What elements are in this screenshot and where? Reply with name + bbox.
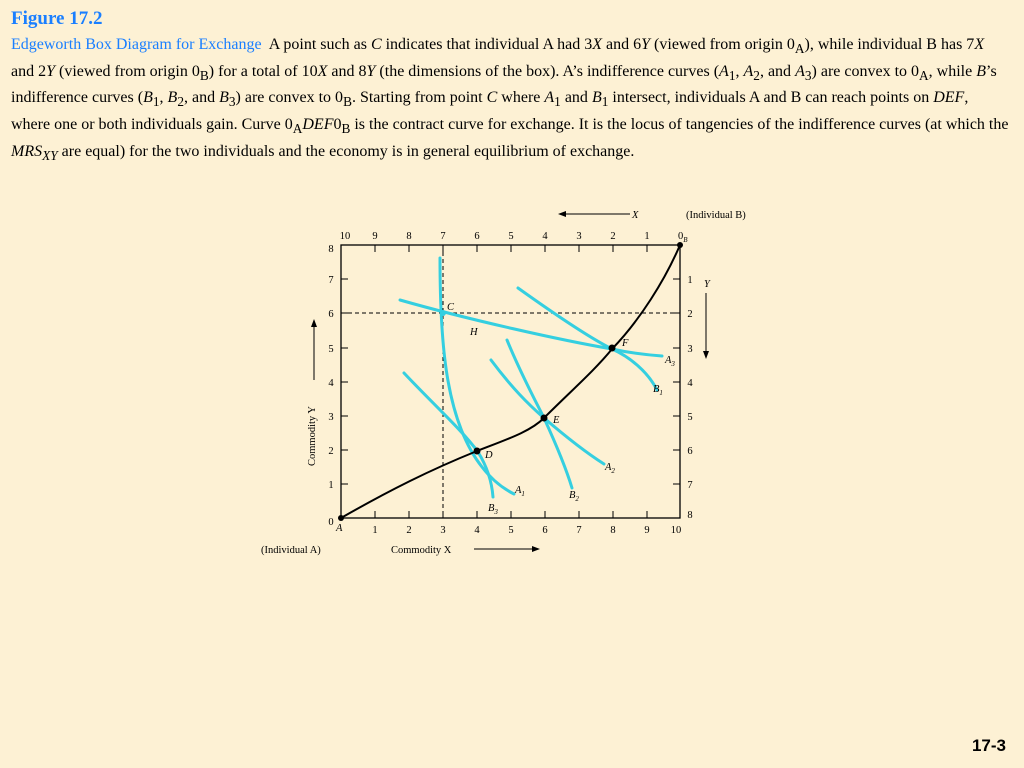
indifference-curves [400,258,662,497]
tick-label: 8 [406,231,412,242]
point-f [609,345,616,352]
right-y-arrowhead [703,351,709,359]
curve-b1 [400,300,657,390]
top-tick-labels [340,231,650,242]
point-d [474,448,481,455]
tick-label: 4 [687,378,693,389]
bottom-x-arrowhead [532,546,540,552]
tick-label: 4 [474,525,480,536]
tick-label: 7 [576,525,582,536]
tick-label: 8 [328,244,334,255]
tick-label: 1 [687,275,693,286]
tick-label: 1 [372,525,378,536]
bottom-ticks [375,511,647,518]
label-c: C [447,302,455,313]
edgeworth-box [341,245,680,518]
left-tick-labels [328,244,334,528]
label-f: F [622,338,629,349]
tick-label: 2 [406,525,412,536]
tick-label: 2 [610,231,616,242]
tick-label: 1 [644,231,650,242]
top-ticks [341,245,647,252]
tick-label: 9 [644,525,650,536]
right-y-label: Y [704,279,710,290]
top-x-label: X [632,210,639,221]
right-tick-labels [687,275,693,521]
origin-b-dot [677,242,683,248]
figure-caption: Edgeworth Box Diagram for Exchange A point such as C indicates that individual A had 3X and 6Y (viewed from origin $0_A$), while individual B has 7X and 2Y (viewed from origin $0_B$) for a total of 10X and 8Y (the dimensions of the box). A’s indifference curves ($A_1$, $A_2$, and $A_3$) are convex to $0_A$, while B’s indifference curves ($B_1$, $B_2$, and $B_3$) are convex to $0_B$. Starting from point C where $A_1$ and $B_1$ intersect, individuals A and B can reach points on DEF, where one or both individuals gain. Curve $0_ADEF0_B$ is the contract curve for exchange. It is the locus of tangencies of the indifference curves (at which the $MRS_{XY}$ are equal) for the two individuals and the economy is in general equilibrium of exchange. [11,36,1009,163]
label-e: E [553,415,560,426]
tick-label: 9 [372,231,378,242]
top-x-arrowhead [558,211,566,217]
tick-label: 5 [508,231,514,242]
tick-label: 6 [328,309,334,320]
bottom-tick-labels [372,525,681,536]
tick-label: 5 [687,412,693,423]
tick-label: 5 [508,525,514,536]
bottom-x-label: Commodity X [391,545,452,556]
left-y-label: Commodity Y [307,406,318,466]
tick-label: 1 [328,480,334,491]
tick-label: 6 [542,525,548,536]
label-a3: $A_3$ [665,355,675,368]
label-d: D [485,450,493,461]
label-b1: $B_1$ [653,384,663,397]
label-h: H [470,327,478,338]
label-a2: $A_2$ [605,462,615,475]
label-a1: $A_1$ [515,485,525,498]
tick-label: 3 [576,231,582,242]
figure-title: Edgeworth Box Diagram for Exchange [11,36,262,53]
tick-label: 7 [687,480,693,491]
origin-a-dot [338,515,344,521]
tick-label: 4 [328,378,334,389]
label-b2: $B_2$ [569,490,579,503]
tick-label: 8 [610,525,616,536]
tick-label: 2 [687,309,693,320]
individual-b-label: (Individual B) [686,210,746,221]
tick-label: 0 [328,517,334,528]
tick-label: 2 [328,446,334,457]
left-ticks [341,279,348,484]
tick-label: 5 [328,344,334,355]
tick-label: 4 [542,231,548,242]
point-c [440,310,446,316]
tick-label: 7 [328,275,334,286]
tick-label: 6 [474,231,480,242]
origin-a-label: A [336,523,343,534]
page-number: 17-3 [971,736,1006,755]
contract-curve [341,245,680,518]
tick-label: 8 [687,510,693,521]
tick-label: 3 [328,412,334,423]
figure-number: Figure 17.2 [11,8,103,29]
individual-a-label: (Individual A) [261,545,321,556]
tick-label: 3 [687,344,693,355]
tick-label: 3 [440,525,446,536]
origin-b-label: $0_B$ [678,231,688,244]
point-e [541,415,548,422]
label-b3: $B_3$ [488,503,498,516]
tick-label: 7 [440,231,446,242]
left-y-arrowhead [311,319,317,327]
point-labels [447,302,629,461]
tick-label: 10 [339,231,351,242]
tick-label: 10 [670,525,682,536]
right-ticks [673,279,680,484]
tick-label: 6 [687,446,693,457]
